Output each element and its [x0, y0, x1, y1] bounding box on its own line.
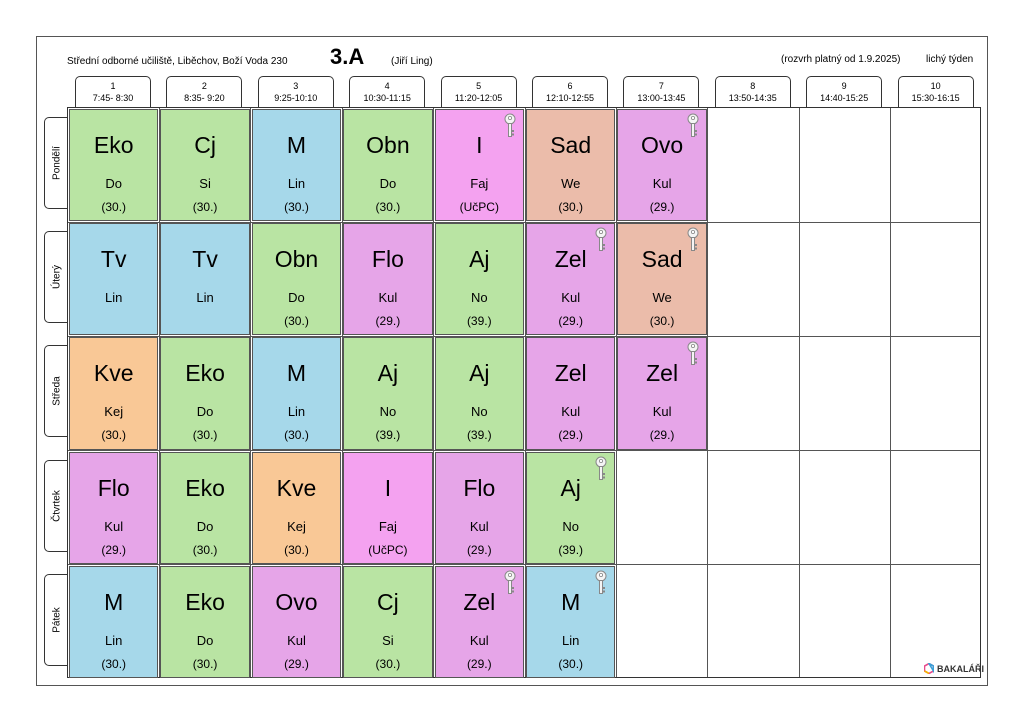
key-icon — [594, 570, 608, 596]
lesson-subject: Eko — [185, 474, 225, 501]
lesson-room: (30.) — [284, 314, 309, 329]
lesson-teacher: Do — [379, 176, 397, 191]
lesson-cell — [252, 223, 341, 335]
day-name: Čtvrtek — [51, 489, 62, 522]
lesson-subject: Flo — [463, 474, 496, 501]
lesson-subject: Obn — [366, 132, 410, 158]
school-name: Střední odborné učiliště, Liběchov, Boží Voda 230 — [67, 56, 288, 67]
key-icon — [686, 113, 700, 139]
lesson-cell — [343, 566, 432, 678]
key-icon — [503, 113, 517, 139]
validity-note: (rozvrh platný od 1.9.2025) — [781, 54, 901, 65]
lesson-room: (UčPC) — [459, 200, 499, 214]
lesson-room: (30.) — [375, 200, 401, 214]
lesson-room: (30.) — [101, 656, 127, 671]
day-name: Středa — [51, 376, 62, 407]
lesson-cell — [526, 223, 615, 335]
lesson-subject: Obn — [274, 246, 319, 273]
lesson-room: (29.) — [101, 542, 127, 557]
lesson-cell — [435, 566, 524, 678]
lesson-cell — [69, 452, 158, 564]
lesson-cell — [160, 566, 249, 678]
period-2-header — [166, 76, 242, 108]
lesson-subject: M — [561, 588, 581, 615]
period-number: 6 — [567, 81, 573, 91]
lesson-room: (30.) — [558, 656, 584, 671]
lesson-subject: Aj — [469, 360, 490, 387]
period-time: 7:45- 8:30 — [92, 93, 134, 103]
lesson-teacher: No — [562, 518, 579, 534]
lesson-cell — [526, 337, 615, 449]
lesson-cell — [526, 109, 615, 221]
lesson-cell — [343, 109, 432, 221]
grid-column-line — [890, 108, 891, 677]
period-number: 7 — [658, 81, 664, 91]
class-title: 3.A — [330, 44, 365, 69]
lesson-teacher: Lin — [105, 632, 123, 648]
day-name: Pondělí — [51, 146, 62, 180]
lesson-subject: Ovo — [640, 132, 684, 158]
lesson-teacher: Kul — [561, 290, 581, 306]
lesson-teacher: Lin — [562, 632, 580, 648]
lesson-subject: Kve — [276, 474, 317, 501]
bakalari-logo-text: BAKALÁŘI — [937, 663, 984, 674]
key-icon — [686, 341, 700, 367]
lesson-teacher: Do — [105, 176, 122, 191]
lesson-subject: I — [384, 474, 392, 501]
lesson-subject: Kve — [93, 360, 134, 387]
period-time: 8:35- 9:20 — [184, 93, 225, 103]
day-label-1 — [44, 117, 68, 209]
lesson-room: (29.) — [466, 656, 492, 671]
lesson-subject: Cj — [194, 132, 216, 158]
lesson-room: (29.) — [466, 542, 492, 557]
lesson-room: (29.) — [284, 656, 309, 671]
lesson-teacher: Kej — [287, 518, 306, 534]
lesson-cell — [69, 566, 158, 678]
lesson-subject: Eko — [93, 132, 134, 158]
lesson-subject: I — [476, 132, 483, 158]
lesson-cell — [252, 337, 341, 449]
lesson-cell — [435, 452, 524, 564]
lesson-teacher: Kul — [469, 518, 489, 534]
lesson-subject: Sad — [550, 132, 592, 158]
lesson-teacher: Si — [199, 176, 211, 191]
period-time: 15:30-16:15 — [911, 93, 960, 103]
lesson-cell — [617, 337, 706, 449]
lesson-room: (30.) — [284, 542, 309, 557]
lesson-subject: Eko — [185, 588, 225, 615]
period-8-header — [715, 76, 791, 108]
lesson-room: (30.) — [101, 428, 127, 443]
lesson-teacher: Kul — [104, 518, 124, 534]
lesson-room: (30.) — [284, 428, 309, 443]
key-icon — [594, 456, 608, 482]
period-1-header — [75, 76, 151, 108]
lesson-subject: Flo — [97, 474, 130, 501]
period-3-header — [258, 76, 334, 108]
lesson-cell — [252, 452, 341, 564]
lesson-room: (29.) — [649, 200, 675, 214]
lesson-subject: Zel — [554, 246, 587, 273]
lesson-teacher: Kej — [104, 404, 124, 420]
lesson-teacher: Lin — [196, 290, 214, 306]
lesson-cell — [160, 223, 249, 335]
key-icon — [503, 570, 517, 596]
lesson-room: (29.) — [649, 428, 675, 443]
lesson-room: (39.) — [466, 314, 492, 329]
lesson-teacher: Do — [196, 404, 214, 420]
period-7-header — [623, 76, 699, 108]
lesson-teacher: Kul — [652, 404, 672, 420]
day-label-5 — [44, 574, 68, 666]
class-teacher: (Jiří Ling) — [391, 56, 433, 67]
lesson-cell — [69, 223, 158, 335]
period-number: 4 — [384, 81, 390, 91]
period-time: 13:00-13:45 — [637, 93, 686, 103]
lesson-teacher: Kul — [561, 404, 581, 420]
lesson-teacher: No — [379, 404, 397, 420]
key-icon — [594, 227, 608, 253]
period-9-header — [806, 76, 882, 108]
week-type: lichý týden — [926, 54, 974, 65]
lesson-cell — [343, 223, 432, 335]
lesson-room: (30.) — [649, 314, 675, 329]
lesson-room: (30.) — [558, 200, 584, 214]
lesson-teacher: Lin — [287, 404, 306, 420]
bakalari-logo-icon — [924, 663, 934, 674]
lesson-cell — [69, 109, 158, 221]
lesson-subject: Zel — [463, 588, 496, 615]
period-number: 3 — [293, 81, 299, 91]
lesson-cell — [69, 337, 158, 449]
lesson-teacher: Kul — [652, 176, 672, 191]
period-5-header — [441, 76, 517, 108]
lesson-room: (30.) — [284, 200, 309, 214]
lesson-cell — [160, 109, 249, 221]
lesson-teacher: Do — [288, 290, 305, 306]
period-number: 10 — [930, 81, 941, 91]
lesson-cell — [343, 452, 432, 564]
day-name: Úterý — [51, 265, 62, 290]
lesson-teacher: Kul — [287, 632, 306, 648]
lesson-subject: Tv — [192, 246, 218, 273]
lesson-subject: Tv — [100, 246, 127, 273]
lesson-room: (30.) — [192, 200, 218, 214]
lesson-room: (30.) — [101, 200, 127, 214]
lesson-cell — [160, 452, 249, 564]
lesson-cell — [617, 109, 706, 221]
bakalari-logo — [924, 663, 984, 674]
lesson-teacher: Kul — [378, 290, 398, 306]
lesson-subject: Aj — [469, 246, 490, 273]
lesson-subject: M — [104, 588, 124, 615]
lesson-teacher: Do — [196, 518, 214, 534]
lesson-cell — [252, 109, 341, 221]
lesson-room: (29.) — [375, 314, 401, 329]
period-10-header — [898, 76, 974, 108]
lesson-teacher: Faj — [470, 176, 489, 191]
lesson-cell — [435, 223, 524, 335]
lesson-subject: Cj — [377, 588, 399, 615]
day-label-2 — [44, 231, 68, 323]
lesson-cell — [526, 566, 615, 678]
grid-column-line — [799, 108, 800, 677]
lesson-cell — [435, 337, 524, 449]
lesson-teacher: No — [470, 290, 488, 306]
period-4-header — [349, 76, 425, 108]
lesson-teacher: Si — [382, 632, 394, 648]
lesson-cell — [252, 566, 341, 678]
lesson-room: (30.) — [375, 656, 401, 671]
day-label-4 — [44, 460, 68, 552]
period-number: 1 — [110, 81, 116, 91]
period-number: 9 — [841, 81, 847, 91]
lesson-cell — [617, 223, 706, 335]
lesson-room: (29.) — [558, 314, 584, 329]
period-time: 9:25-10:10 — [274, 93, 318, 103]
day-name: Pátek — [51, 607, 62, 633]
period-6-header — [532, 76, 608, 108]
period-number: 2 — [201, 81, 207, 91]
lesson-subject: Sad — [641, 246, 683, 273]
period-time: 12:10-12:55 — [545, 93, 595, 103]
lesson-teacher: We — [652, 290, 672, 306]
lesson-teacher: Lin — [105, 290, 123, 306]
lesson-subject: Zel — [646, 360, 679, 387]
lesson-room: (30.) — [192, 656, 218, 671]
timetable-grid — [67, 107, 981, 678]
lesson-room: (39.) — [466, 428, 492, 443]
lesson-room: (39.) — [558, 542, 584, 557]
lesson-room: (39.) — [375, 428, 401, 443]
lesson-subject: Zel — [554, 360, 587, 387]
lesson-teacher: Do — [196, 632, 214, 648]
lesson-teacher: Faj — [378, 518, 397, 534]
lesson-teacher: Kul — [469, 632, 489, 648]
period-time: 14:40-15:25 — [820, 93, 869, 103]
lesson-room: (30.) — [192, 428, 218, 443]
lesson-teacher: We — [561, 176, 581, 191]
lesson-subject: M — [286, 132, 307, 158]
period-number: 5 — [476, 81, 482, 91]
period-time: 11:20-12:05 — [454, 93, 503, 103]
lesson-cell — [526, 452, 615, 564]
period-number: 8 — [750, 81, 756, 91]
lesson-subject: Aj — [560, 474, 581, 501]
key-icon — [686, 227, 700, 253]
grid-column-line — [707, 108, 708, 677]
lesson-subject: Ovo — [275, 588, 318, 615]
period-time: 10:30-11:15 — [363, 93, 411, 103]
period-time: 13:50-14:35 — [728, 93, 777, 103]
lesson-room: (29.) — [558, 428, 584, 443]
day-label-3 — [44, 345, 68, 437]
lesson-room: (30.) — [192, 542, 218, 557]
lesson-cell — [160, 337, 249, 449]
lesson-subject: Flo — [371, 246, 404, 273]
lesson-teacher: No — [470, 404, 488, 420]
lesson-cell — [343, 337, 432, 449]
lesson-subject: Eko — [185, 360, 225, 387]
lesson-teacher: Lin — [287, 176, 306, 191]
lesson-subject: M — [286, 360, 307, 387]
lesson-cell — [435, 109, 524, 221]
lesson-room: (UčPC) — [368, 542, 408, 557]
lesson-subject: Aj — [377, 360, 399, 387]
